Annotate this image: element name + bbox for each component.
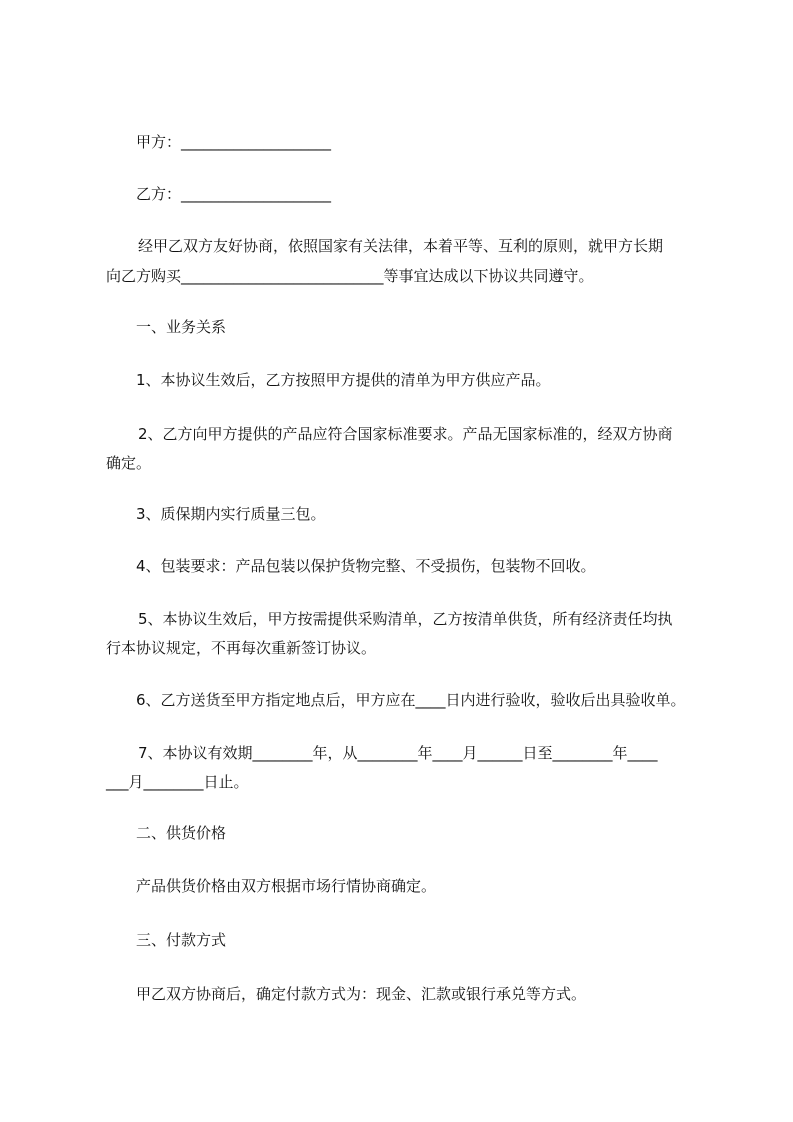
clause-3: 3、质保期内实行质量三包。	[136, 505, 326, 523]
preamble-line-1: 经甲乙双方友好协商，依照国家有关法律，本着平等、互利的原则，就甲方长期	[138, 237, 664, 255]
section-2-body: 产品供货价格由双方根据市场行情协商确定。	[136, 877, 437, 895]
preamble-line-2: 向乙方购买___________________________等事宜达成以下协议共同遵守。	[106, 267, 594, 285]
section-3-body: 甲乙双方协商后，确定付款方式为：现金、汇款或银行承兑等方式。	[136, 985, 587, 1003]
party-b-field: 乙方：____________________	[136, 185, 332, 203]
clause-6: 6、乙方送货至甲方指定地点后，甲方应在____日内进行验收，验收后出具验收单。	[136, 691, 686, 709]
clause-5-line-1: 5、本协议生效后，甲方按需提供采购清单，乙方按清单供货，所有经济责任均执	[138, 610, 673, 628]
clause-4: 4、包装要求：产品包装以保护货物完整、不受损伤，包装物不回收。	[136, 557, 596, 575]
clause-2-line-2: 确定。	[106, 454, 152, 472]
party-a-field: 甲方：____________________	[136, 133, 332, 151]
clause-1: 1、本协议生效后，乙方按照甲方提供的清单为甲方供应产品。	[136, 371, 551, 389]
clause-7-line-2: ___月________日止。	[106, 773, 249, 791]
clause-7-line-1: 7、本协议有效期________年，从________年____月______日至________年____	[138, 744, 658, 762]
clause-5-line-2: 行本协议规定，不再每次重新签订协议。	[106, 639, 377, 657]
section-1-title: 一、业务关系	[136, 318, 227, 336]
section-2-title: 二、供货价格	[136, 824, 227, 842]
clause-2-line-1: 2、乙方向甲方提供的产品应符合国家标准要求。产品无国家标准的，经双方协商	[138, 425, 673, 443]
section-3-title: 三、付款方式	[136, 931, 227, 949]
